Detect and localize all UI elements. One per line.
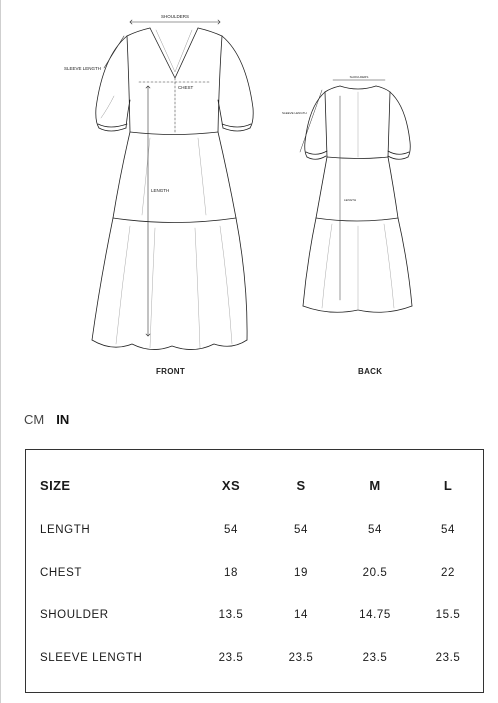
unit-in-button[interactable]: IN (56, 412, 70, 427)
cell-s: 14 (294, 609, 308, 621)
back-dress-drawing (303, 86, 412, 312)
row-label: SHOULDER (40, 609, 109, 621)
table-row-shoulder (26, 605, 483, 625)
size-header-m: M (369, 478, 381, 493)
cell-m: 20.5 (362, 567, 388, 579)
table-row-length (26, 520, 483, 540)
front-shoulders-label: SHOULDERS (160, 14, 190, 19)
cell-xs: 13.5 (218, 609, 244, 621)
back-view-label: BACK (358, 367, 383, 376)
cell-l: 23.5 (435, 652, 461, 664)
table-row-sleeve-length (26, 648, 483, 668)
cell-m: 23.5 (362, 652, 388, 664)
cell-xs: 54 (224, 524, 238, 536)
row-label: CHEST (40, 567, 82, 579)
size-header-l: L (443, 478, 453, 493)
cell-xs: 23.5 (218, 652, 244, 664)
size-table-header-row (26, 476, 483, 496)
row-label: LENGTH (40, 524, 91, 536)
cell-s: 19 (294, 567, 308, 579)
cell-m: 54 (368, 524, 382, 536)
front-view-label: FRONT (156, 367, 186, 376)
row-label: SLEEVE LENGTH (40, 652, 143, 664)
cell-l: 15.5 (435, 609, 461, 621)
cell-s: 54 (294, 524, 308, 536)
front-length-label: LENGTH (151, 188, 170, 193)
size-header-label: SIZE (40, 478, 71, 493)
cell-xs: 18 (224, 567, 238, 579)
table-row-chest (26, 563, 483, 583)
front-sleeve-length-label: SLEEVE LENGTH (64, 66, 102, 71)
size-header-s: S (296, 478, 306, 493)
unit-toggle (24, 412, 69, 427)
unit-cm-button[interactable]: CM (24, 412, 45, 427)
back-shoulders-label: SHOULDERS (349, 75, 369, 79)
front-chest-label: CHEST (178, 85, 194, 90)
cell-m: 14.75 (359, 609, 391, 621)
back-sleeve-length-label: SLEEVE LENGTH (282, 111, 307, 115)
size-chart-table (25, 449, 484, 693)
cell-l: 22 (441, 567, 455, 579)
front-measure-guides (104, 20, 220, 336)
front-dress-drawing (92, 28, 253, 350)
cell-s: 23.5 (288, 652, 314, 664)
back-measure-guides (300, 80, 385, 300)
back-length-label: LENGTH (344, 198, 357, 202)
cell-l: 54 (441, 524, 455, 536)
size-header-xs: XS (221, 478, 241, 493)
